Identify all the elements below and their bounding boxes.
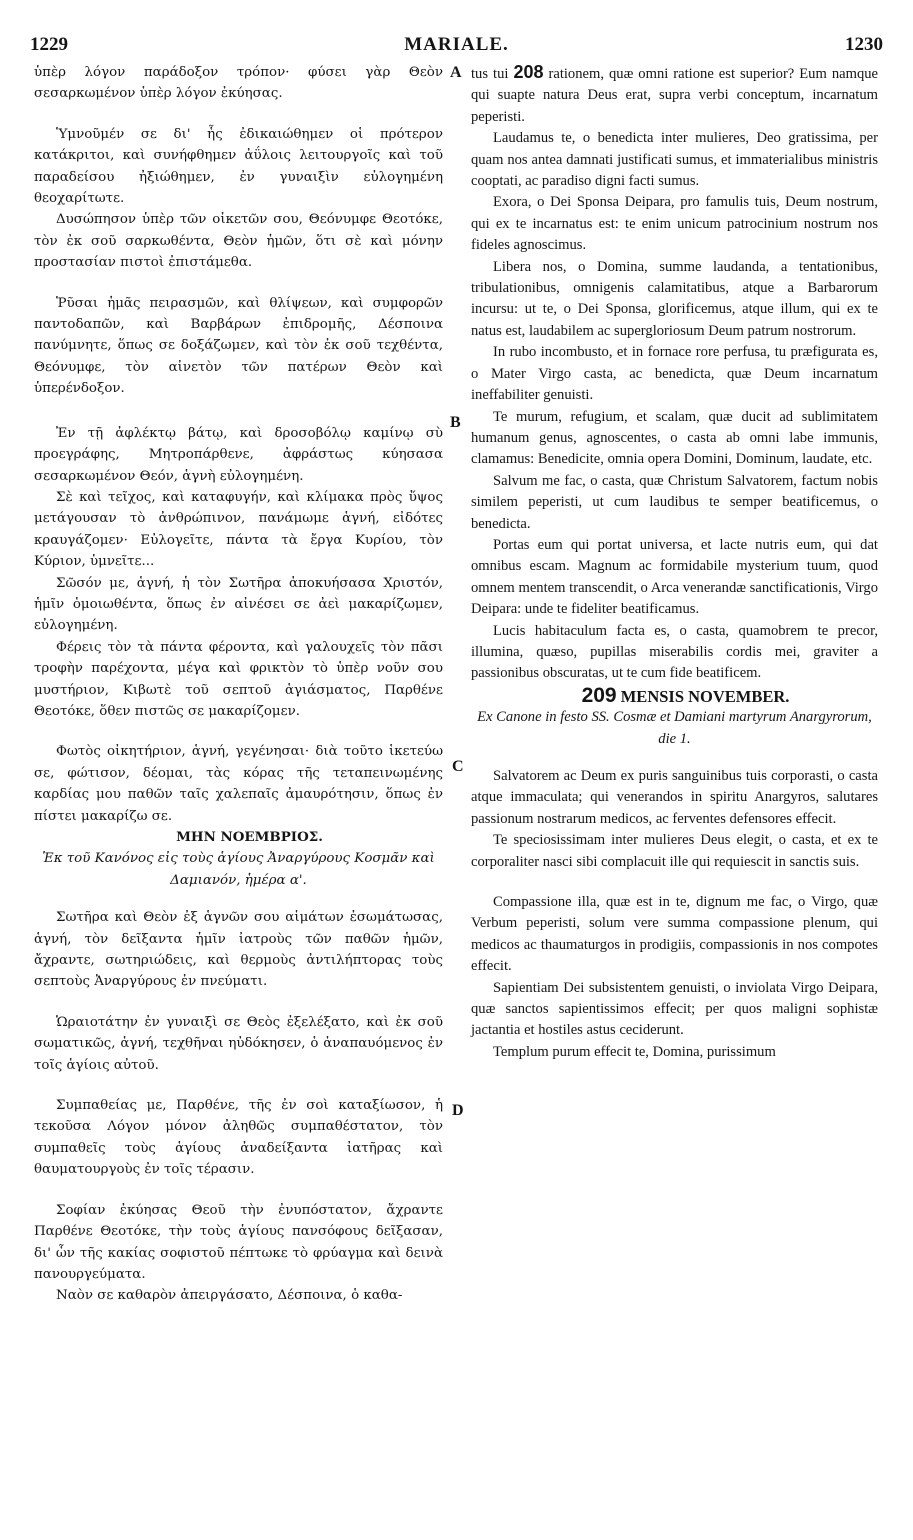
greek-column [34,62,443,1307]
latin-paragraph: Exora, o Dei Sponsa Deipara, pro famulis tuis, Deum nostrum, qui ex te incarnatus est: te enim unicum patrocinium nostrum nos fideles agnoscimus. [471,194,878,254]
greek-paragraph: ὑπὲρ λόγον παράδοξον τρόπον· φύσει γὰρ Θεὸν σεσαρκωμένον ὑπὲρ λόγον ἐκύησας. [34,65,443,102]
latin-paragraph: Lucis habitaculum facta es, o casta, quamobrem te precor, illumina, quæso, pupillas miserabilis cordis mei, graviter a passionibus obscuratas, ut te cum fide beatificem. [471,622,878,682]
greek-paragraph: Σῶσόν με, ἁγνή, ἡ τὸν Σωτῆρα ἀποκυήσασα Χριστόν, ἡμῖν ὁμοιωθέντα, ὅπως ἐν αἰνέσει σε ἀεὶ μακαρίζωμεν, εὐλογημένη. [34,575,443,634]
greek-paragraph: Σοφίαν ἐκύησας Θεοῦ τὴν ἐνυπόστατον, ἄχραντε Παρθένε Θεοτόκε, τὴν τοὺς ἁγίους πανσόφους δεῖξασαν, δι' ὧν τῆς κακίας σοφιστοῦ πέπτωκε τὸ φρύαγμα καὶ δεινὰ πανουργεύματα. [34,1202,443,1282]
latin-paragraph: Compassione illa, quæ est in te, dignum me fac, o Virgo, quæ Verbum peperisti, solum vere summa compassione plenum, qui medicos ac thaumaturgos in prodigiis, compassionis in nos compotes effecit. [471,894,878,975]
greek-paragraph: Φέρεις τὸν τὰ πάντα φέροντα, καὶ γαλουχεῖς τὸν πᾶσι τροφὴν παρέχοντα, μέγα καὶ φρικτὸν τὸ ὑπὲρ νοῦν σου μυστήριον, Κιβωτὲ τοῦ σεπτοῦ ἁγιάσματος, Παρθένε Θεοτόκε, ὅθεν πιστῶς σε μακαρίζομεν. [34,639,443,719]
right-page-number: 1230 [845,34,883,55]
latin-paragraph: Templum purum effecit te, Domina, purissimum [493,1043,776,1060]
left-page-number: 1229 [30,34,68,55]
latin-paragraph: Sapientiam Dei subsistentem genuisti, o inviolata Virgo Deipara, quæ sanctos sapientissimos effecit; per quos maligni sophistæ jactantia et hostiles astus ceciderunt. [471,979,878,1039]
greek-paragraph: Φωτὸς οἰκητήριον, ἁγνή, γεγένησαι· διὰ τοῦτο ἱκετεύω σε, φώτισον, δέομαι, τὰς κόρας τῆς τεταπεινωμένης καρδίας μου παθῶν ταῖς χαλεπαῖς ἀμαυρότησιν, ὅπως ἐν πίστει μακαρίζω σε. [34,744,443,824]
greek-paragraph: Σωτῆρα καὶ Θεὸν ἐξ ἁγνῶν σου αἱμάτων ἐσωμάτωσας, ἁγνή, τὸν δεῖξαντα ἡμῖν ἰατροὺς τῶν παθῶν ἡμῶν, ἄχραντε, σωτηριώδεις, καὶ θερμοὺς ἀντιλήπτορας τοὺς σεπτοὺς Ἀναργύρους ἐν πνεύματι. [34,910,443,990]
greek-paragraph: Ὡραιοτάτην ἐν γυναιξὶ σε Θεὸς ἐξελέξατο, καὶ ἐκ σοῦ σωματικῶς, ἁγνή, τεχθῆναι ηὐδόκησεν, ὁ ἀναπαυόμενος ἐν τοῖς ἁγίοις αὐτοῦ. [34,1014,443,1073]
running-title: MARIALE. [404,34,509,55]
greek-paragraph: Συμπαθείας με, Παρθένε, τῆς ἐν σοὶ καταξίωσον, ἡ τεκοῦσα Λόγον μόνον ἀληθῶς συμπαθέστατον, τὸν συμπαθεῖς τοὺς ἁγίους ἀναδείξαντα ἰατῆρας καὶ θαυματουργοὺς ἐν τοῖς τέρασιν. [34,1098,443,1178]
latin-paragraph: Libera nos, o Domina, summe laudanda, a tentationibus, tribulationibus, omnigenis calamitatibus, atque a Barbarorum incursu: ut te, o Dei Sponsa, glorificemus, atque illum, qui ex te natus est, laudabilem ac supergloriosum Deum patrum nostrorum. [471,258,878,339]
margin-letter-b: B [450,414,461,431]
greek-section-subtitle: Ἐκ τοῦ Κανόνος εἰς τοὺς ἁγίους Ἀναργύρους Κοσμᾶν καὶ Δαμιανόν, ἡμέρα α'. [42,851,435,888]
greek-paragraph: Ἐν τῇ ἀφλέκτῳ βάτῳ, καὶ δροσοβόλῳ καμίνῳ σὺ προεγράφης, Μητροπάρθενε, ἀφράστως κύησασα σεσαρκωμένον Θεόν, ἁγνὴ εὐλογημένη. [34,425,443,484]
column-number-208: 208 [513,62,544,82]
latin-section-subtitle: Ex Canone in festo SS. Cosmæ et Damiani martyrum Anargyrorum, die 1. [477,709,872,747]
latin-paragraph: Laudamus te, o benedicta inter mulieres, Deo gratissima, per quam nos antea damnati justificati sumus, et immaterialibus ministris cooptati, ac paradiso digni facti sumus. [471,130,878,190]
latin-paragraph: Salvatorem ac Deum ex puris sanguinibus tuis corporasti, o casta atque immaculata; qui venerandos in spiritu Anargyros, salutares passionum nostrarum medicos, ac ferventes defensores effecit. [471,768,878,827]
greek-paragraph: Ναὸν σε καθαρὸν ἀπειργάσατο, Δέσποινα, ὁ καθα- [56,1288,403,1304]
latin-paragraph-first [471,62,878,128]
column-number-209: 209 [581,683,617,707]
greek-paragraph: Ὑμνοῦμέν σε δι' ἧς ἐδικαιώθημεν οἱ πρότερον κατάκριτοι, καὶ συνήφθημεν ἀΰλοις λειτουργοῖς καὶ τοῦ παραδείσου ἠξιώθημεν, ἐν γυναιξὶν εὐλογημένη θεοχαρίτωτε. [34,126,443,207]
latin-section-title-text: MENSIS NOVEMBER. [620,686,790,706]
latin-paragraph: Te speciosissimam inter mulieres Deus elegit, o casta, et ex te corporaliter nasci sibi complacuit ille qui requiescit in sanctis suis. [471,832,878,870]
greek-paragraph: Ῥῦσαι ἡμᾶς πειρασμῶν, καὶ θλίψεων, καὶ συμφορῶν παντοδαπῶν, καὶ Βαρβάρων ἐπιδρομῆς, Δέσποινα πανύμνητε, ὅπως σε δοξάζωμεν, καὶ τὸν ἐκ σοῦ τεχθέντα, Θεόνυμφε, τὸν αἰνετὸν τῶν πατέρων Θεὸν καὶ ὑπερένδοξον. [34,295,443,397]
latin-paragraph: In rubo incombusto, et in fornace rore perfusa, tu præfigurata es, o Mater Virgo casta, ac benedicta, quæ Deum incarnatum ineffabiliter genuisti. [471,344,878,404]
margin-letter-d: D [452,1102,464,1119]
margin-letter-a: A [450,64,462,81]
greek-paragraph: Σὲ καὶ τεῖχος, καὶ καταφυγήν, καὶ κλίμακα πρὸς ὕψος μετάγουσαν τὸ ἀνθρώπινον, πανάμωμε ἁγνή, εἰδότες κραυγάζομεν· Εὐλογεῖτε, πάντα τὰ ἔργα Κυρίου, τὸν Κύριον, ὑμνεῖτε... [34,489,443,570]
running-header [30,34,883,60]
greek-paragraph: Δυσώπησον ὑπὲρ τῶν οἰκετῶν σου, Θεόνυμφε Θεοτόκε, τὸν ἐκ σοῦ σαρκωθέντα, Θεὸν ἡμῶν, ὅτι σὲ καὶ μόνην προστασίαν πιστοὶ ἐπιστάμεθα. [34,212,443,271]
latin-section-title [471,685,878,707]
latin-paragraph: Portas eum qui portat universa, et lacte nutris eum, qui dat omnibus escam. Magnum ac formidabile mysterium tuum, quod omnem mentem transcendit, o Arca venerandæ sanctificationis, Virgo Deipara: unde te fideliter beatificamus. [471,536,878,618]
greek-section-title: ΜΗΝ ΝΟΕΜΒΡΙΟΣ. [176,829,323,845]
latin-first-post: rationem, quæ omni ratione est superior? Eum namque qui suapte natura Deus erat, supra verbi conceptum, incarnatum peperisti. [471,66,879,125]
latin-paragraph: Te murum, refugium, et scalam, quæ ducit ad sublimitatem humanum genus, agnoscentes, o casta ab omni labe immunis, clamamus: Benedicite, omnia opera Domini, Dominum, laudate, etc. [471,408,878,468]
latin-paragraph: Salvum me fac, o casta, quæ Christum Salvatorem, factum nobis similem peperisti, ut cum laudibus te semper beatificemus, o benedicta. [471,472,878,532]
latin-column [471,62,878,1063]
latin-first-pre: tus tui [471,66,509,82]
margin-letter-c: C [452,758,464,775]
